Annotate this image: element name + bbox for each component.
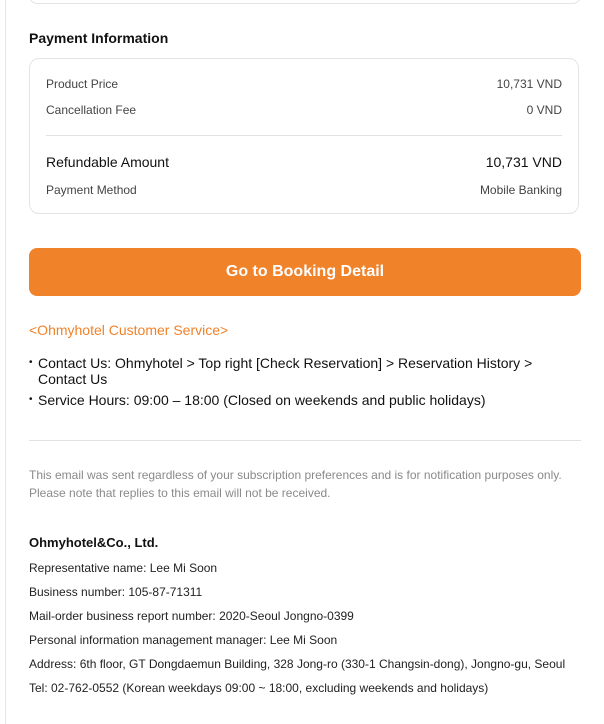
refundable-amount-label: Refundable Amount xyxy=(46,154,169,170)
cancellation-fee-label: Cancellation Fee xyxy=(46,103,137,117)
notice-line: Please note that replies to this email will not be received. xyxy=(29,486,331,500)
payment-method-label: Payment Method xyxy=(46,183,137,197)
list-item xyxy=(29,355,564,387)
tel-text: Tel: 02-762-0552 (Korean weekdays 09:00 ~ 18:00, excluding weekends and holidays) xyxy=(29,681,489,695)
email-notice xyxy=(29,466,581,502)
product-price-row xyxy=(46,77,562,91)
bullet-icon: • xyxy=(29,357,33,368)
payment-info-card xyxy=(29,58,579,214)
representative-text: Representative name: Lee Mi Soon xyxy=(29,561,218,575)
privacy-manager-text: Personal information management manager: Lee Mi Soon xyxy=(29,633,338,647)
cancellation-fee-value: 0 VND xyxy=(526,103,562,117)
previous-card-edge xyxy=(28,0,582,4)
company-name: Ohmyhotel&Co., Ltd. xyxy=(29,535,159,550)
address-text: Address: 6th floor, GT Dongdaemun Building, 328 Jong-ro (330-1 Changsin-dong), Jongno-gu, Seoul xyxy=(29,657,566,671)
bullet-icon: • xyxy=(29,394,33,405)
cancellation-fee-row xyxy=(46,103,562,117)
payment-section-title: Payment Information xyxy=(29,30,169,46)
list-item xyxy=(29,392,564,408)
customer-service-title: <Ohmyhotel Customer Service> xyxy=(29,322,229,338)
payment-method-row xyxy=(46,183,562,197)
section-divider xyxy=(29,440,581,441)
card-divider xyxy=(46,135,562,136)
payment-method-value: Mobile Banking xyxy=(479,183,562,197)
customer-service-list xyxy=(29,355,564,413)
business-number-text: Business number: 105-87-71311 xyxy=(29,585,203,599)
go-to-booking-detail-button[interactable]: Go to Booking Detail xyxy=(29,248,581,296)
product-price-value: 10,731 VND xyxy=(496,77,562,91)
refundable-amount-row xyxy=(46,154,562,170)
product-price-label: Product Price xyxy=(46,77,119,91)
mail-order-number-text: Mail-order business report number: 2020-Seoul Jongno-0399 xyxy=(29,609,354,623)
company-info xyxy=(29,560,589,704)
service-hours-text: Service Hours: 09:00 – 18:00 (Closed on weekends and public holidays) xyxy=(38,392,486,408)
refundable-amount-value: 10,731 VND xyxy=(485,154,562,170)
contact-us-text: Contact Us: Ohmyhotel > Top right [Check Reservation] > Reservation History > Contact Us xyxy=(38,355,533,387)
email-body xyxy=(5,0,604,724)
notice-line: This email was sent regardless of your subscription preferences and is for notification purposes only. xyxy=(29,468,562,482)
